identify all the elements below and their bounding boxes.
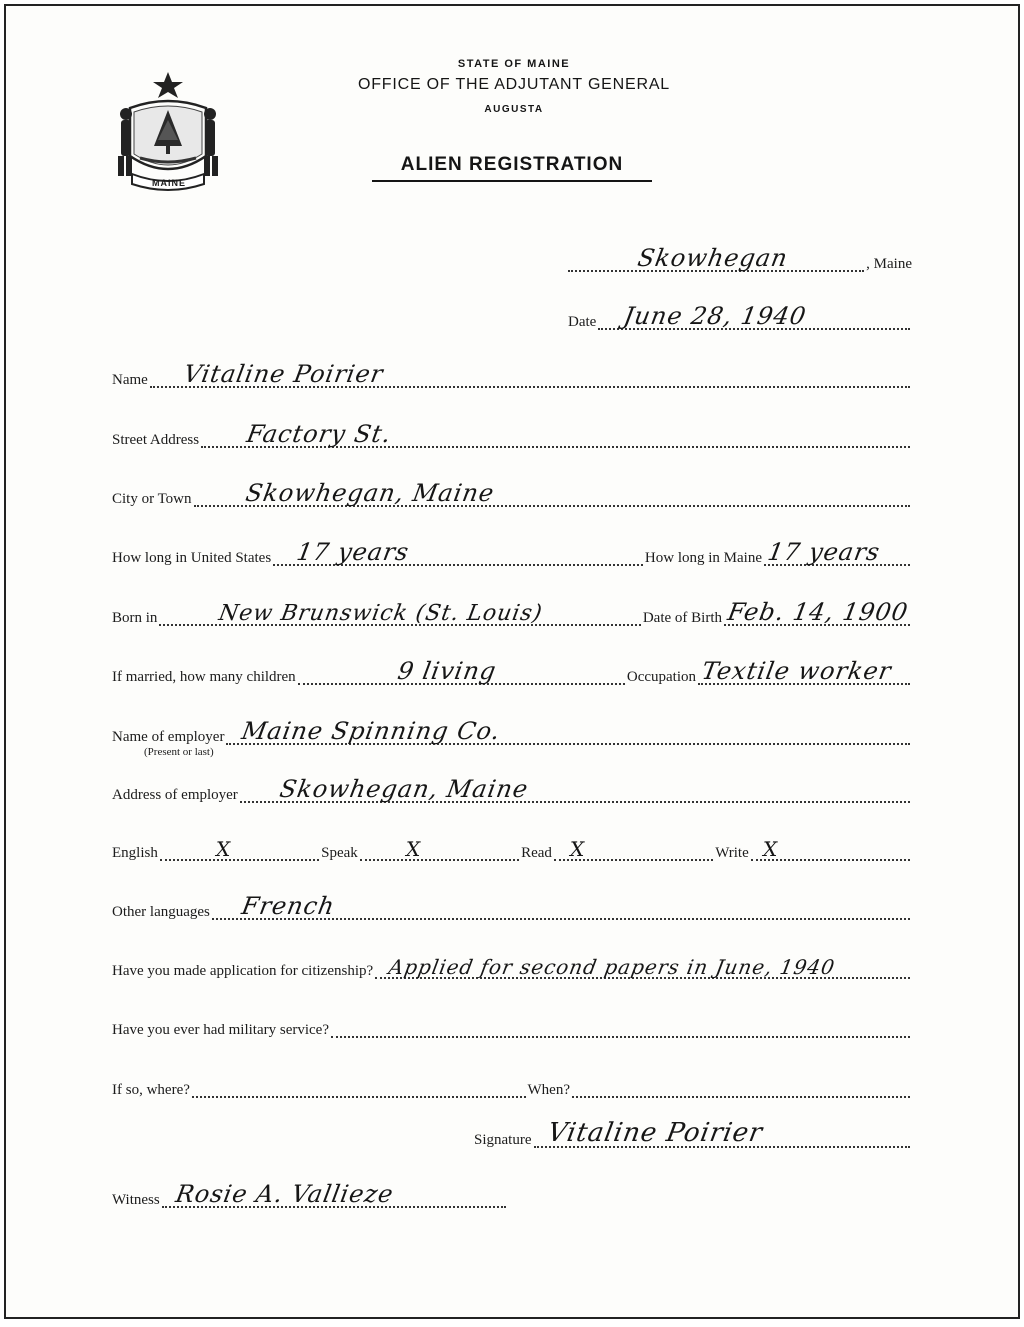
employer-name-value: Maine Spinning Co.: [240, 717, 504, 745]
read-field[interactable]: [554, 837, 713, 861]
signature-field[interactable]: [534, 1118, 911, 1148]
name-label: Name: [112, 372, 148, 388]
how-long-us-label: How long in United States: [112, 550, 272, 566]
military-details-row: [112, 1070, 912, 1100]
english-field[interactable]: [160, 837, 319, 861]
employer-name-label: Name of employer: [112, 729, 225, 745]
town-value: Skowhegan: [635, 244, 791, 272]
how-long-maine-field[interactable]: [764, 538, 910, 566]
office-heading: OFFICE OF THE ADJUTANT GENERAL: [357, 76, 671, 93]
speak-mark: X: [403, 837, 424, 861]
city-or-town-field[interactable]: [194, 479, 910, 507]
alien-registration-form: [4, 4, 1020, 1319]
occupation-label: Occupation: [626, 669, 696, 685]
when-field[interactable]: [572, 1074, 910, 1098]
language-skills-row: [112, 833, 912, 863]
how-long-maine-label: How long in Maine: [644, 550, 762, 566]
write-field[interactable]: [751, 837, 910, 861]
date-label: Date: [568, 314, 597, 330]
read-mark: X: [567, 837, 588, 861]
speak-field[interactable]: [360, 837, 519, 861]
name-row: [112, 360, 912, 390]
if-so-where-label: If so, where?: [112, 1082, 190, 1098]
date-of-birth-label: Date of Birth: [642, 610, 722, 626]
name-value: Vitaline Poirier: [181, 360, 386, 388]
employer-sublabel: (Present or last): [144, 746, 214, 758]
children-value: 9 living: [395, 657, 499, 685]
employer-address-row: [112, 775, 912, 805]
witness-value: Rosie A. Vallieze: [173, 1180, 396, 1208]
when-label: When?: [527, 1082, 570, 1098]
date-of-birth-value: Feb. 14, 1900: [725, 598, 911, 626]
date-row: [568, 302, 912, 332]
form-title: ALIEN REGISTRATION: [372, 154, 652, 182]
seal-banner-text: MAINE: [152, 178, 186, 188]
military-row: [112, 1010, 912, 1040]
witness-field[interactable]: [162, 1180, 506, 1208]
children-label: If married, how many children: [112, 669, 296, 685]
employer-address-value: Skowhegan, Maine: [277, 775, 531, 803]
citizenship-label: Have you made application for citizenship?: [112, 963, 374, 979]
occupation-field[interactable]: [698, 657, 910, 685]
english-label: English: [112, 845, 158, 861]
signature-row: [474, 1120, 912, 1150]
how-long-maine-value: 17 years: [765, 538, 883, 566]
town-field[interactable]: [568, 244, 864, 272]
employer-name-row: [112, 717, 912, 747]
town-row: [566, 244, 912, 274]
residency-row: [112, 538, 912, 568]
street-address-label: Street Address: [112, 432, 200, 448]
state-heading: STATE OF MAINE: [457, 58, 571, 70]
street-address-row: [112, 420, 912, 450]
military-label: Have you ever had military service?: [112, 1022, 329, 1038]
city-or-town-row: [112, 479, 912, 509]
read-label: Read: [521, 845, 552, 861]
date-field[interactable]: [598, 302, 910, 330]
witness-label: Witness: [112, 1192, 160, 1208]
employer-address-label: Address of employer: [112, 787, 238, 803]
date-of-birth-field[interactable]: [724, 598, 911, 626]
city-heading: AUGUSTA: [484, 104, 544, 115]
name-field[interactable]: [150, 360, 910, 388]
other-languages-row: [112, 892, 912, 922]
military-field[interactable]: [331, 1014, 910, 1038]
children-field[interactable]: [298, 657, 625, 685]
birth-row: [112, 598, 912, 628]
employer-address-field[interactable]: [240, 775, 910, 803]
street-address-value: Factory St.: [244, 420, 394, 448]
other-languages-value: French: [239, 892, 338, 920]
employer-name-field[interactable]: [226, 717, 910, 745]
speak-label: Speak: [321, 845, 358, 861]
other-languages-label: Other languages: [112, 904, 210, 920]
signature-value: Vitaline Poirier: [544, 1118, 765, 1148]
write-mark: X: [760, 837, 781, 861]
born-in-field[interactable]: [159, 602, 640, 626]
children-occupation-row: [112, 657, 912, 687]
citizenship-field[interactable]: [375, 955, 910, 979]
town-suffix: , Maine: [866, 256, 912, 272]
city-or-town-label: City or Town: [112, 491, 192, 507]
citizenship-value: Applied for second papers in June, 1940: [387, 955, 838, 979]
born-in-label: Born in: [112, 610, 158, 626]
born-in-value: New Brunswick (St. Louis): [217, 601, 545, 626]
witness-row: [112, 1180, 508, 1210]
write-label: Write: [715, 845, 749, 861]
english-mark: X: [213, 837, 234, 861]
other-languages-field[interactable]: [212, 892, 910, 920]
how-long-us-field[interactable]: [273, 538, 643, 566]
how-long-us-value: 17 years: [294, 538, 412, 566]
street-address-field[interactable]: [201, 420, 910, 448]
city-or-town-value: Skowhegan, Maine: [243, 479, 497, 507]
if-so-where-field[interactable]: [192, 1074, 526, 1098]
date-value: June 28, 1940: [621, 302, 810, 330]
citizenship-row: [112, 951, 912, 981]
occupation-value: Textile worker: [699, 657, 894, 685]
signature-label: Signature: [474, 1132, 532, 1148]
